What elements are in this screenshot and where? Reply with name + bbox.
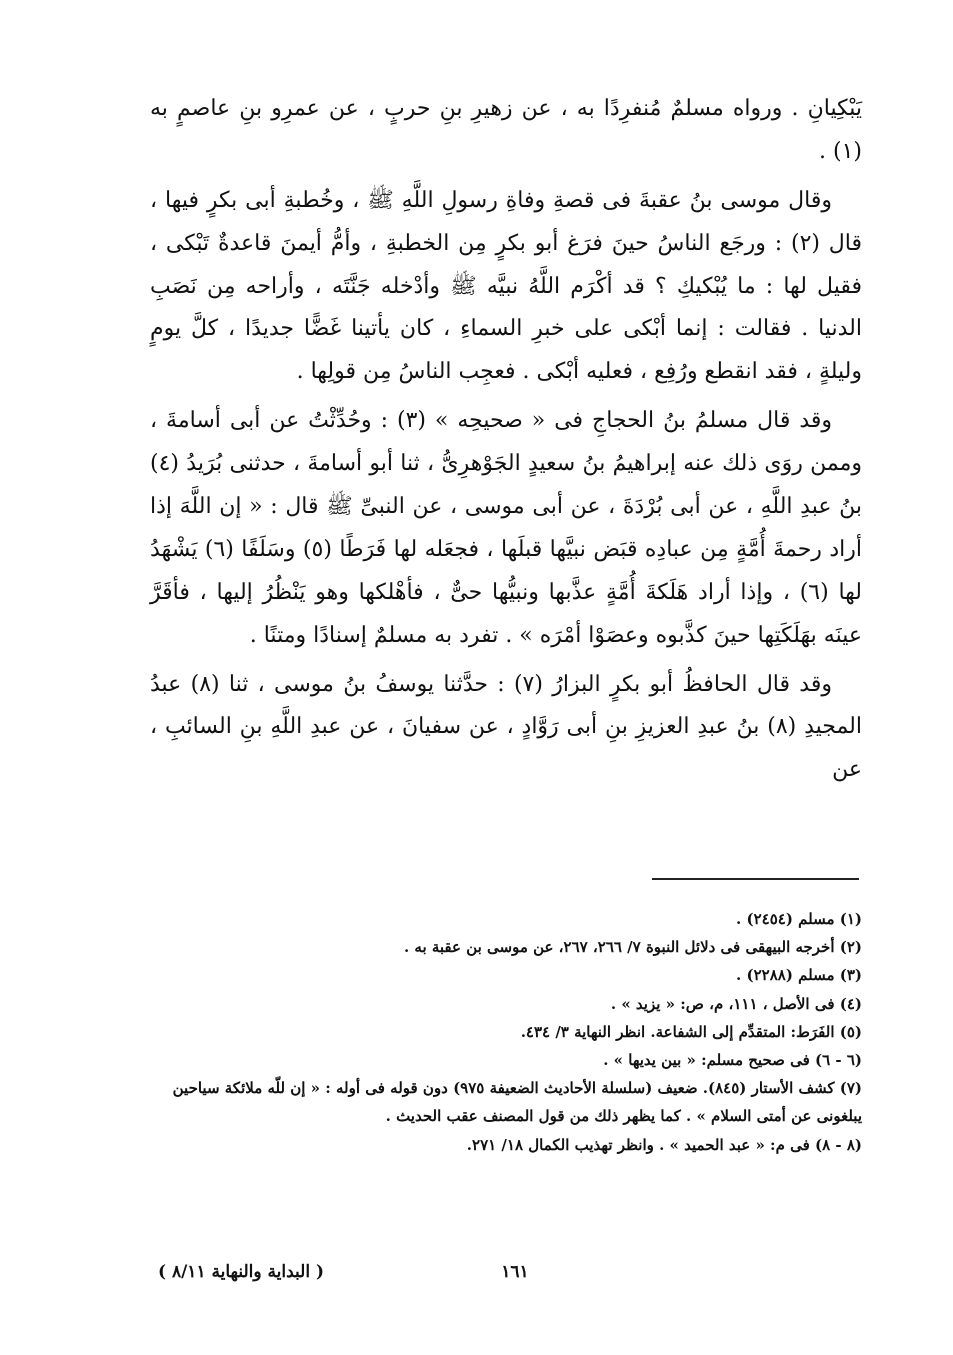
paragraph-bazzar: وقد قال الحافظُ أبو بكرٍ البزارُ (٧) : حدَّثنا يوسفُ بنُ موسى ، ثنا (٨) عبدُ المجيدِ (٨) بنُ عبدِ العزيزِ بنِ أبى رَوَّادٍ ، عن سفيانَ ، عن عبدِ اللَّهِ بنِ السائبِ ، عن — [150, 671, 862, 783]
footnote-divider — [652, 878, 859, 880]
paragraph-muslim-hadith: وقد قال مسلمُ بنُ الحجاجِ فى « صحيحِه » (٣) : وحُدِّثْتُ عن أبى أسامةَ ، وممن روَى ذلك عنه إبراهيمُ بنُ سعيدٍ الجَوْهرِىُّ ، ثنا أبو أسامةَ ، حدثنى بُرَيدُ (٤) بنُ عبدِ اللَّهِ ، عن أبى بُرْدَةَ ، عن أبى موسى ، عن النبىِّ ﷺ قال : « إن اللَّهَ إذا أراد رحمةَ أُمَّةٍ مِن عبادِه قبَض نبيَّها قبلَها ، فجعَله لها فَرَطًا (٥) وسَلَفًا (٦) يَشْهَدُ لها (٦) ، وإذا أراد هَلَكةَ أُمَّةٍ عذَّبها ونبيُّها حىٌّ ، فأهْلكها وهو يَنْظُرُ إليها ، فأقَرَّ عينَه بهَلَكَتِها حينَ كذَّبوه وعصَوْا أمْرَه » . تفرد به مسلمٌ إسنادًا ومتنًا . — [150, 408, 862, 648]
page-footer — [150, 1262, 862, 1292]
main-text-body — [150, 88, 862, 792]
footnote-2: (٢) أخرجه البيهقى فى دلائل النبوة ٧/ ٢٦٦، ٢٦٧، عن موسى بن عقبة به . — [403, 938, 862, 957]
footnote-3: (٣) مسلم (٢٢٨٨) . — [736, 966, 862, 985]
footnotes — [150, 905, 862, 1159]
footnote-6: (٦ - ٦) فى صحيح مسلم: « بين يديها » . — [603, 1050, 862, 1069]
paragraph-continuation: يَبْكِيانِ . ورواه مسلمٌ مُنفرِدًا به ، عن زهيرِ بنِ حربٍ ، عن عمرِو بنِ عاصمٍ به (١) . — [150, 96, 862, 164]
paragraph-musa-ibn-uqba: وقال موسى بنُ عقبةَ فى قصةِ وفاةِ رسولِ اللَّهِ ﷺ ، وخُطبةِ أبى بكرٍ فيها ، قال (٢) : ورجَع الناسُ حينَ فرَغ أبو بكرٍ مِن الخطبةِ ، وأمُّ أيمنَ قاعدةٌ تَبْكى ، فقيل لها : ما يُبْكيكِ ؟ قد أكْرَم اللَّهُ نبيَّه ﷺ وأدْخله جَنَّتَه ، وأراحه مِن نَصَبِ الدنيا . فقالت : إنما أبْكى على خبرِ السماءِ ، كان يأتينا غَضًّا جديدًا ، كلَّ يومٍ وليلةٍ ، فقد انقطع ورُفِع ، فعليه أبْكى . فعجِب الناسُ مِن قولِها . — [150, 187, 862, 385]
footnote-4: (٤) فى الأصل ، ١١١، م، ص: « يزيد » . — [610, 994, 862, 1013]
footnote-8: (٨ - ٨) فى م: « عبد الحميد » . وانظر تهذيب الكمال ١٨/ ٢٧١. — [466, 1135, 862, 1154]
book-reference: ( البداية والنهاية ٨/١١ ) — [158, 1262, 325, 1282]
footnote-1: (١) مسلم (٢٤٥٤) . — [736, 910, 862, 928]
page-number: ١٦١ — [501, 1262, 529, 1282]
footnote-5: (٥) الفَرَط: المتقدِّم إلى الشفاعة. انظر النهاية ٣/ ٤٣٤. — [520, 1022, 862, 1041]
footnote-7: (٧) كشف الأستار (٨٤٥). ضعيف (سلسلة الأحاديث الضعيفة ٩٧٥) دون قوله فى أوله : « إن للّه ملائكة سياحين يبلغونى عن أمتى السلام » . كما يظهر ذلك من قول المصنف عقب الحديث . — [172, 1079, 862, 1126]
